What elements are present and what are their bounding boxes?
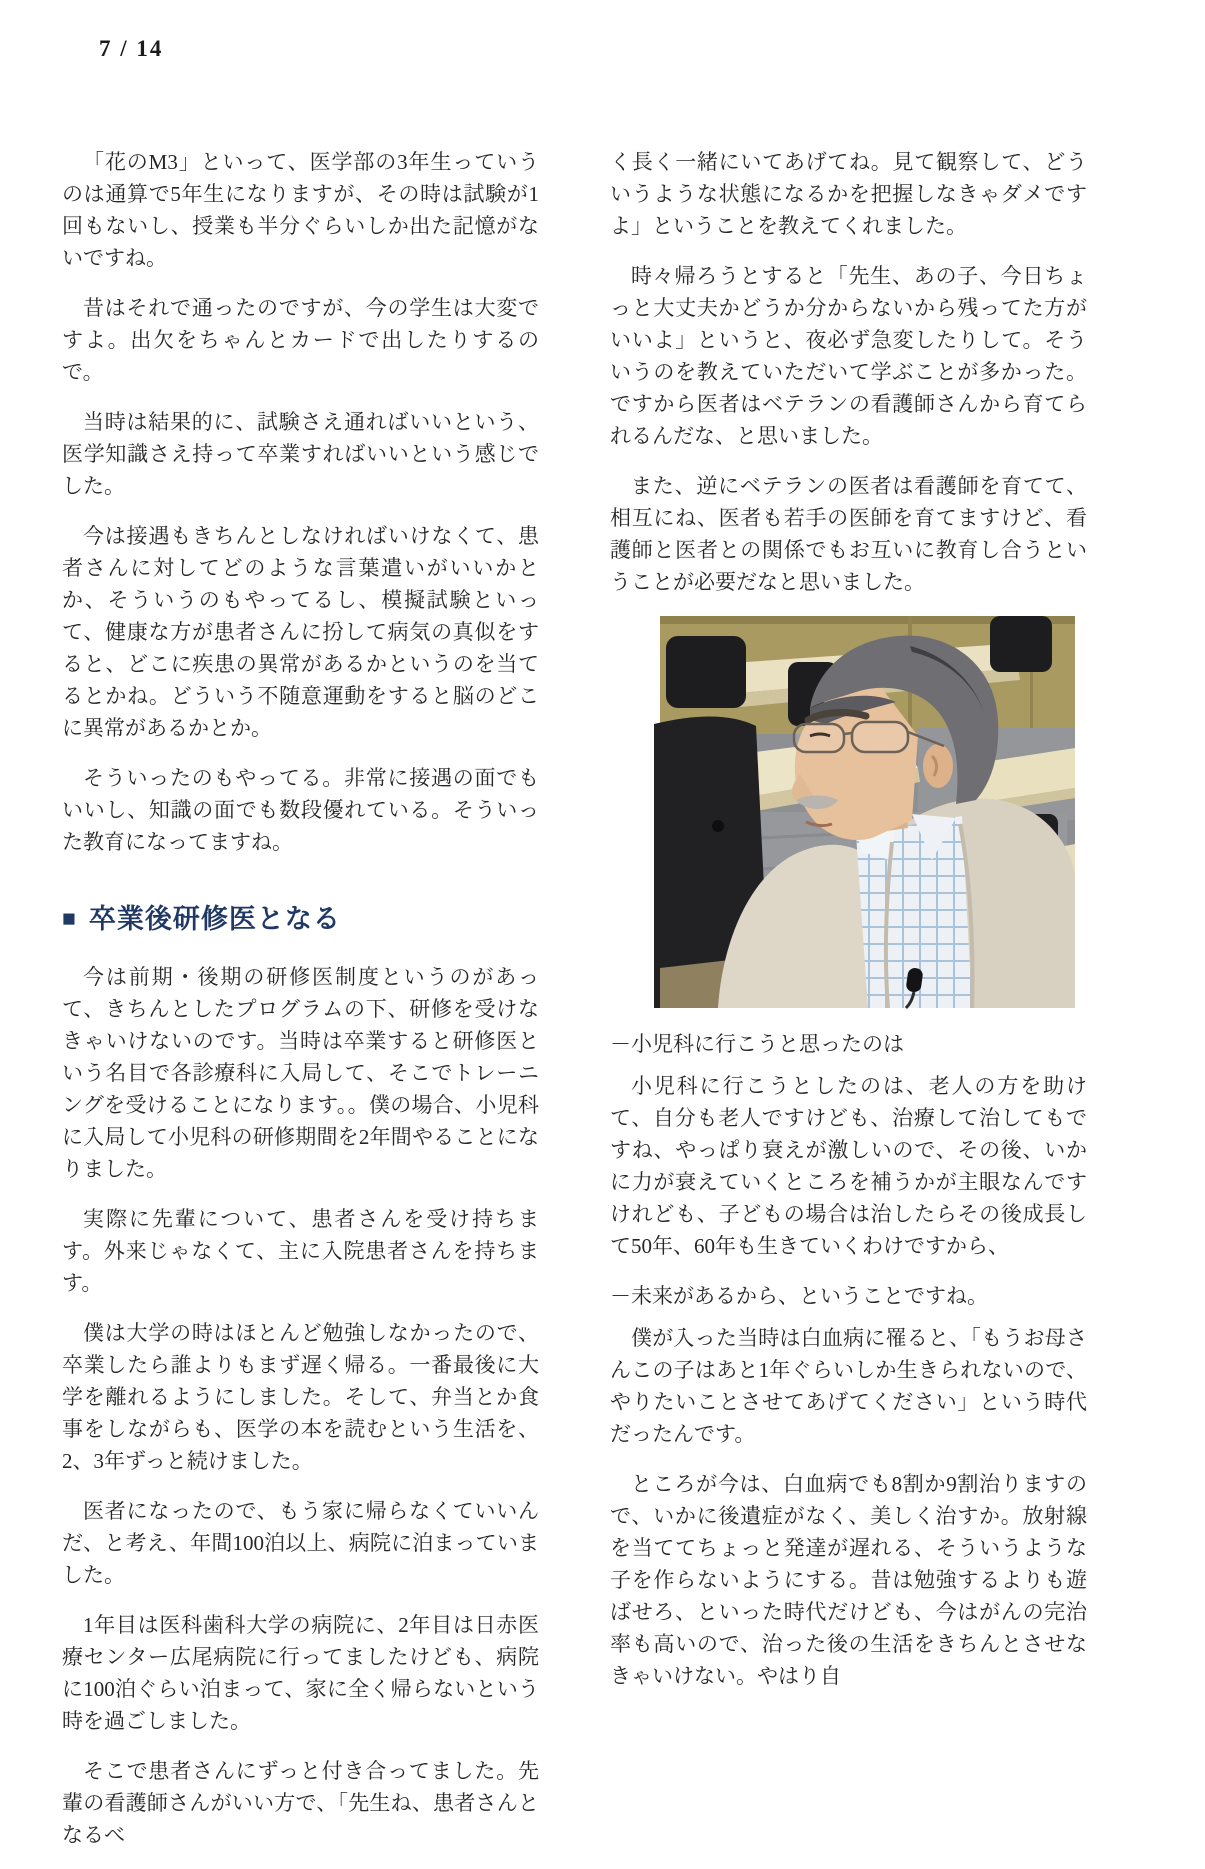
body-paragraph: 「花のM3」といって、医学部の3年生っていうのは通算で5年生になりますが、その時は試験が1回もないし、授業も半分ぐらいしか出た記憶がないですね。 bbox=[62, 150, 539, 270]
page-number: 7 / 14 bbox=[99, 36, 164, 61]
interview-photo bbox=[660, 616, 1075, 1008]
body-paragraph: 僕が入った当時は白血病に罹ると、「もうお母さんこの子はあと1年ぐらいしか生きられないので、やりたいことさせてあげてください」という時代だったんです。 bbox=[610, 1326, 1087, 1446]
interviewer-question: －未来があるから、ということですね。 bbox=[610, 1284, 988, 1308]
body-paragraph: 僕は大学の時はほとんど勉強しなかったので、卒業したら誰よりもまず遅く帰る。一番最後に大学を離れるようにしました。そして、弁当とか食事をしながらも、医学の本を読むという生活を、2、3年ずっと続けました。 bbox=[62, 1321, 539, 1473]
section-heading bbox=[62, 900, 539, 939]
body-paragraph: 時々帰ろうとすると「先生、あの子、今日ちょっと大丈夫かどうか分からないから残ってた方がいいよ」というと、夜必ず急変したりして。そういうのを教えていただいて学ぶことが多かった。ですから医者はベテランの看護師さんから育てられるんだな、と思いました。 bbox=[610, 264, 1087, 448]
body-paragraph: 実際に先輩について、患者さんを受け持ちます。外来じゃなくて、主に入院患者さんを持ちます。 bbox=[62, 1207, 539, 1295]
body-paragraph: そこで患者さんにずっと付き合ってました。先輩の看護師さんがいい方で、「先生ね、患者さんとなるべ bbox=[62, 1759, 539, 1847]
body-paragraph: 今は前期・後期の研修医制度というのがあって、きちんとしたプログラムの下、研修を受けなきゃいけないのです。当時は卒業すると研修医という名目で各診療科に入局して、そこでトレーニングを受けることになります。。僕の場合、小児科に入局して小児科の研修期間を2年間やることになりました。 bbox=[62, 965, 539, 1181]
body-paragraph: 小児科に行こうとしたのは、老人の方を助けて、自分も老人ですけども、治療して治してもですね、やっぱり衰えが激しいので、その後、いかに力が衰えていくところを補うかが主眼なんですけれども、子どもの場合は治したらその後成長して50年、60年も生きていくわけですから、 bbox=[610, 1074, 1087, 1258]
body-paragraph: 昔はそれで通ったのですが、今の学生は大変ですよ。出欠をちゃんとカードで出したりするので。 bbox=[62, 296, 539, 384]
body-paragraph: ところが今は、白血病でも8割か9割治りますので、いかに後遺症がなく、美しく治すか。放射線を当ててちょっと発達が遅れる、そういうような子を作らないようにする。昔は勉強するよりも遊ばせろ、といった時代だけども、今はがんの完治率も高いので、治った後の生活をきちんとさせなきゃいけない。やはり自 bbox=[610, 1472, 1087, 1688]
body-paragraph: また、逆にベテランの医者は看護師を育てて、相互にね、医者も若手の医師を育てますけど、看護師と医者との関係でもお互いに教育し合うということが必要だなと思いました。 bbox=[610, 474, 1087, 594]
section-heading-text: 卒業後研修医となる bbox=[88, 904, 341, 934]
body-paragraph: 今は接遇もきちんとしなければいけなくて、患者さんに対してどのような言葉遣いがいいかとか、そういうのもやってるし、模擬試験といって、健康な方が患者さんに扮して病気の真似をすると、どこに疾患の異常があるかというのを当てるとかね。どういう不随意運動をすると脳のどこに異常があるかとか。 bbox=[62, 524, 539, 740]
interviewer-question: －小児科に行こうと思ったのは bbox=[610, 1032, 904, 1056]
square-bullet-icon: ■ bbox=[62, 905, 77, 931]
body-paragraph: 当時は結果的に、試験さえ通ればいいという、医学知識さえ持って卒業すればいいという感じでした。 bbox=[62, 410, 539, 498]
right-column bbox=[610, 146, 1087, 1710]
body-paragraph: 1年目は医科歯科大学の病院に、2年目は日赤医療センター広尾病院に行ってましたけども、病院に100泊ぐらい泊まって、家に全く帰らないという時を過ごしました。 bbox=[62, 1613, 539, 1733]
body-paragraph: 医者になったので、もう家に帰らなくていいんだ、と考え、年間100泊以上、病院に泊まっていました。 bbox=[62, 1499, 539, 1587]
body-paragraph: く長く一緒にいてあげてね。見て観察して、どういうような状態になるかを把握しなきゃダメですよ」ということを教えてくれました。 bbox=[610, 150, 1087, 238]
left-column bbox=[62, 146, 539, 1869]
body-paragraph: そういったのもやってる。非常に接遇の面でもいいし、知識の面でも数段優れている。そういった教育になってますね。 bbox=[62, 766, 539, 854]
